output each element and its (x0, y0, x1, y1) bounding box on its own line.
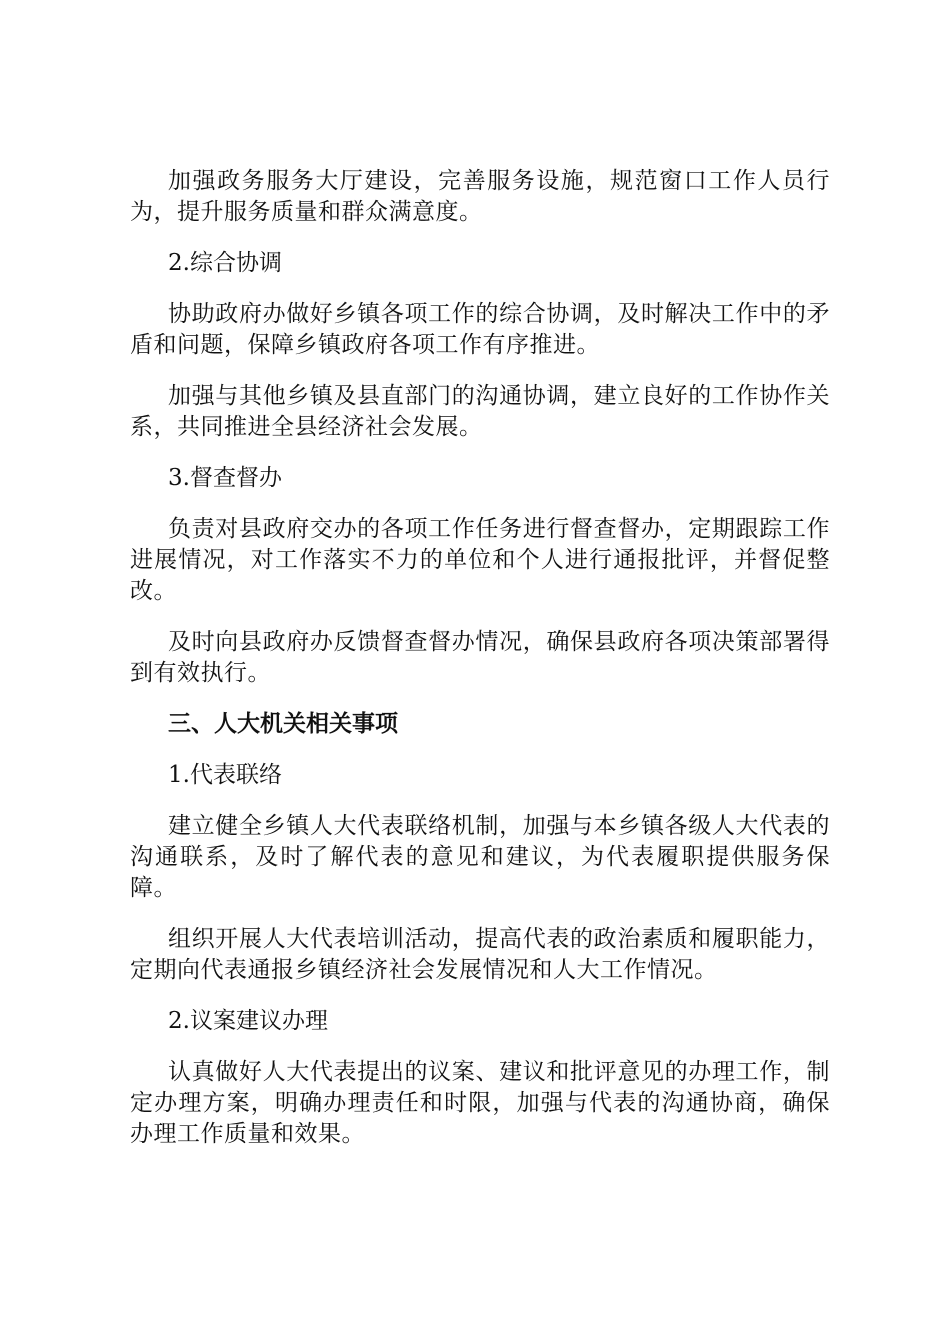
paragraph: 加强与其他乡镇及县直部门的沟通协调，建立良好的工作协作关系，共同推进全县经济社会发展。 (130, 383, 830, 440)
document-page (130, 166, 830, 1170)
paragraph: 协助政府办做好乡镇各项工作的综合协调，及时解决工作中的矛盾和问题，保障乡镇政府各项工作有序推进。 (130, 301, 830, 358)
paragraph: 认真做好人大代表提出的议案、建议和批评意见的办理工作，制定办理方案，明确办理责任和时限，加强与代表的沟通协商，确保办理工作质量和效果。 (130, 1059, 830, 1147)
subsection-title: 1.代表联络 (168, 762, 282, 788)
paragraph: 组织开展人大代表培训活动，提高代表的政治素质和履职能力，定期向代表通报乡镇经济社会发展情况和人大工作情况。 (130, 926, 830, 983)
subsection-title: 2.综合协调 (168, 250, 282, 276)
paragraph: 负责对县政府交办的各项工作任务进行督查督办，定期跟踪工作进展情况，对工作落实不力的单位和个人进行通报批评，并督促整改。 (130, 516, 830, 604)
section-heading: 三、人大机关相关事项 (168, 711, 398, 737)
paragraph: 及时向县政府办反馈督查督办情况，确保县政府各项决策部署得到有效执行。 (130, 629, 830, 686)
paragraph: 建立健全乡镇人大代表联络机制，加强与本乡镇各级人大代表的沟通联系，及时了解代表的意见和建议，为代表履职提供服务保障。 (130, 813, 830, 901)
paragraph: 加强政务服务大厅建设，完善服务设施，规范窗口工作人员行为，提升服务质量和群众满意度。 (130, 168, 830, 225)
subsection-title: 3.督查督办 (168, 465, 282, 491)
subsection-title: 2.议案建议办理 (168, 1008, 328, 1034)
